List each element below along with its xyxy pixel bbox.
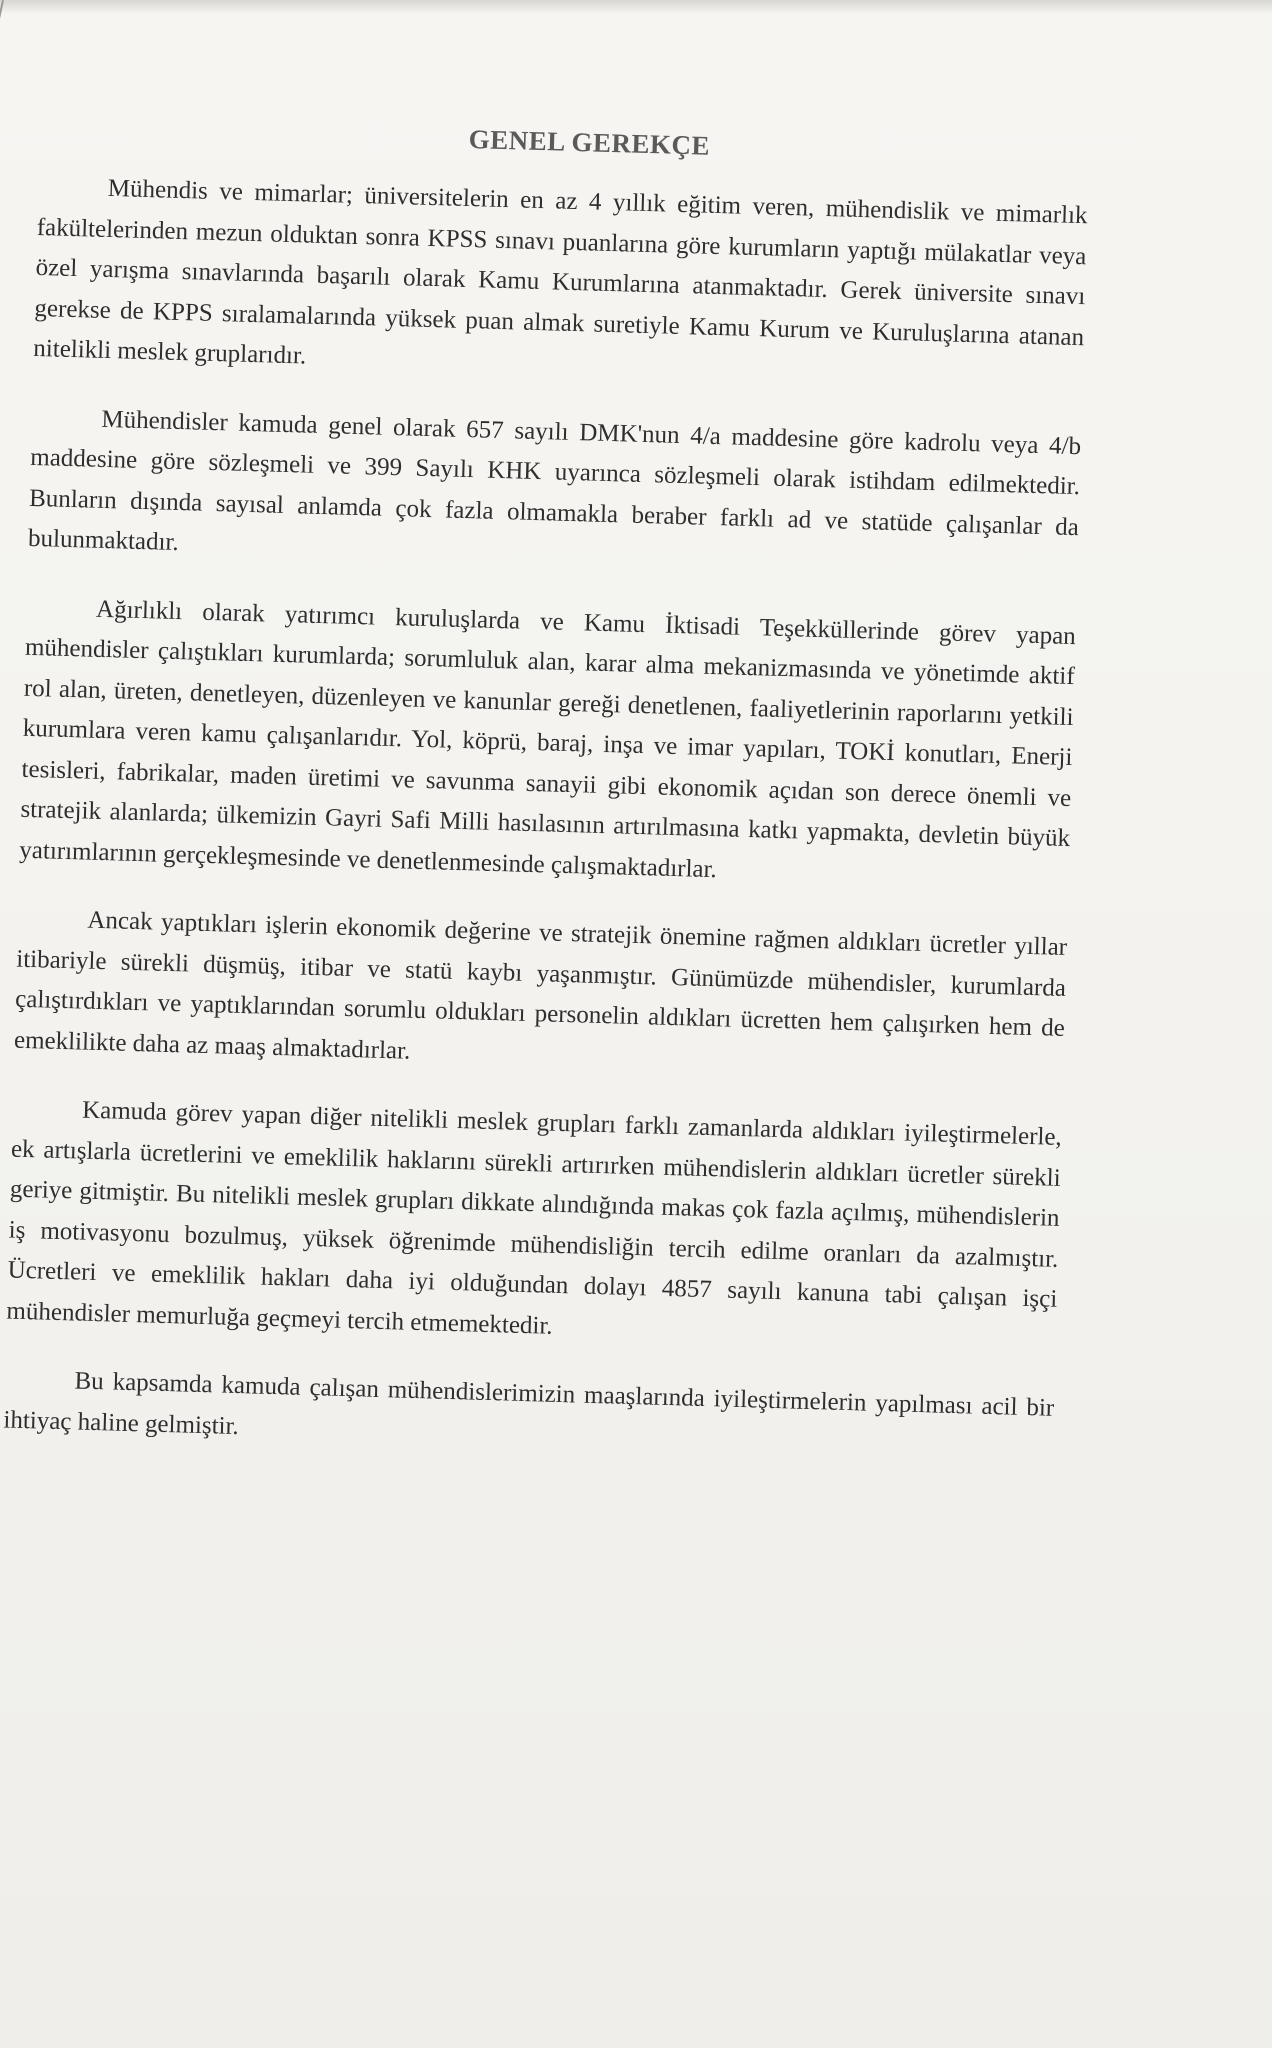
paragraph-6: Bu kapsamda kamuda çalışan mühendislerimizin maaşlarında iyileştirmelerin yapılması acil bir ihtiyaç haline gelmiştir. bbox=[3, 1367, 1055, 1440]
paragraph-3: Ağırlıklı olarak yatırımcı kuruluşlarda ve Kamu İktisadi Teşekküllerinde görev yapan mühendisler çalıştıkları kurumlarda; sorumluluk alan, karar alma mekanizmasında ve yönetimde aktif rol alan, üreten, denetleyen, düzenleyen ve kanunlar gereği denetlenen, faaliyetlerinin raporlarını yetkili kurumlara veren kamu çalışanlarıdır. Yol, köprü, baraj, inşa ve imar yapıları, TOKİ konutları, Enerji tesisleri, fabrikalar, maden üretimi ve savunma sanayii gibi ekonomik açıdan son derece önemli ve stratejik alanlarda; ülkemizin Gayri Safi Milli hasılasının artırılmasına katkı yapmakta, devletin büyük yatırımlarının gerçekleşmesinde ve denetlenmesinde çalışmaktadırlar. bbox=[19, 595, 1077, 883]
document-title: GENEL GEREKÇE bbox=[468, 123, 711, 161]
paragraph-5: Kamuda görev yapan diğer nitelikli meslek grupları farklı zamanlarda aldıkları iyileştirmelerle, ek artışlarla ücretlerini ve emeklilik haklarını sürekli artırırken mühendislerin aldıkları ücretler sürekli geriye gitmiştir. Bu nitelikli meslek grupları dikkate alındığında makas çok fazla açılmış, mühendislerin iş motivasyonu bozulmuş, yüksek öğrenimde mühendisliğin tercih edilme oranları da azalmıştır. Ücretleri ve emeklilik hakları daha iyi olduğundan dolayı 4857 sayılı kanuna tabi çalışan işçi mühendisler memurluğa geçmeyi tercih etmemektedir. bbox=[6, 1096, 1063, 1340]
top-edge-shadow bbox=[0, 0, 1272, 14]
document-body bbox=[2, 112, 1089, 1498]
paragraph-4: Ancak yaptıkları işlerin ekonomik değerine ve stratejik önemine rağmen aldıkları ücretler yıllar itibariyle sürekli düşmüş, itibar ve statü kaybı yaşanmıştır. Günümüzde mühendisler, kurumlarda çalıştırdıkları ve yaptıklarından sorumlu oldukları personelin aldıkları ücretten hem çalışırken hem de emeklilikte daha az maaş almaktadırlar. bbox=[13, 906, 1068, 1065]
paragraph-2: Mühendisler kamuda genel olarak 657 sayılı DMK'nun 4/a maddesine göre kadrolu veya 4/b maddesine göre sözleşmeli ve 399 Sayılı KHK uyarınca sözleşmeli olarak istihdam edilmektedir. Bunların dışında sayısal anlamda çok fazla olmamakla beraber farklı ad ve statüde çalışanlar da bulunmaktadır. bbox=[27, 405, 1082, 557]
paragraph-1: Mühendis ve mimarlar; üniversitelerin en az 4 yıllık eğitim veren, mühendislik ve mimarlık fakültelerinden mezun olduktan sonra KPSS sınavı puanlarına göre kurumların yaptığı mülakatlar veya özel yarışma sınavlarında başarılı olarak Kamu Kurumlarına atanmaktadır. Gerek üniversite sınavı gerekse de KPPS sıralamalarında yüksek puan almak suretiyle Kamu Kurum ve Kuruluşlarına atanan nitelikli meslek gruplarıdır. bbox=[33, 174, 1088, 370]
